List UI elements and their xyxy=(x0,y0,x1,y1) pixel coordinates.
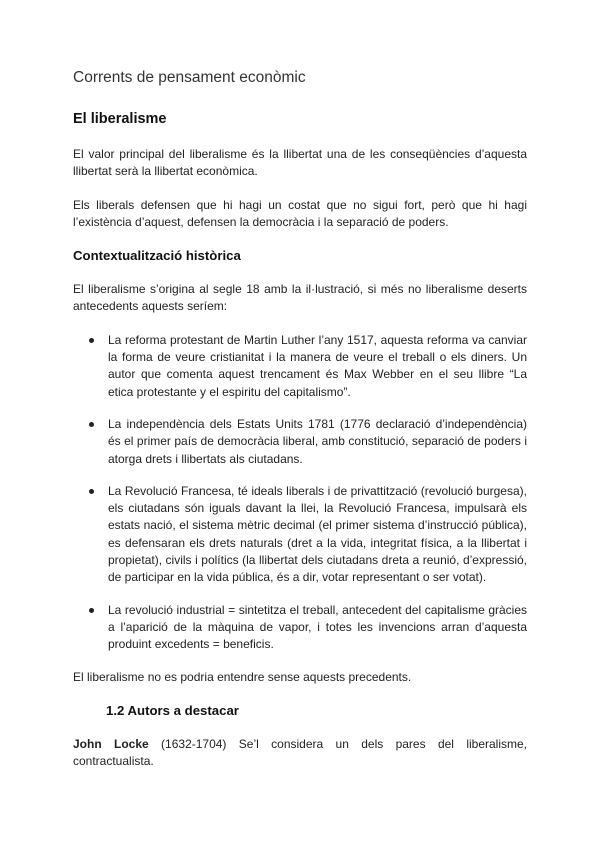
bullet-icon xyxy=(89,602,95,619)
list-item-text: La revolució industrial = sintetitza el treball, antecedent del capitalisme gràcies a l’aparició de la màquina de vapor, i totes les invencions arran d’aquesta produint excedents = beneficis. xyxy=(108,602,527,652)
list-item xyxy=(73,483,527,587)
context-closing-paragraph: El liberalisme no es podria entendre sense aquests precedents. xyxy=(73,669,412,684)
context-intro-paragraph: El liberalisme s’origina al segle 18 amb la il·lustració, si més no liberalisme deserts antecedents aquests seríem: xyxy=(73,282,527,314)
bullet-icon xyxy=(89,332,95,349)
bullet-icon xyxy=(89,483,95,500)
author-name: John Locke xyxy=(73,736,149,751)
list-item-text: La independència dels Estats Units 1781 (1776 declaració d’independència) és el primer país de democràcia liberal, amb constitució, separació de poders i atorga drets i llibertats als ciutadans. xyxy=(108,416,527,466)
list-item xyxy=(73,332,527,401)
antecedents-list xyxy=(73,332,527,654)
intro-paragraph: El valor principal del liberalisme és la llibertat una de les conseqüències d’aquesta llibertat serà la llibertat econòmica. xyxy=(73,147,527,179)
author-paragraph xyxy=(73,736,527,771)
subsection-heading-context: Contextualització històrica xyxy=(73,248,241,264)
document-title: Corrents de pensament econòmic xyxy=(73,69,306,86)
list-item xyxy=(73,416,527,468)
list-item xyxy=(73,602,527,654)
list-item-text: La Revolució Francesa, té ideals liberals i de privattització (revolució burgesa), els ciutadans són iguals davant la llei, la Revolució Francesa, impulsarà els estats nació, el sistema mètric decimal (el primer sistema d’instrucció pública), es defensaran els drets naturals (dret a la vida, integritat física, a la llibertat i propietat), civils i polítics (la llibertat dels ciutadans dreta a reunió, d’expressió, de participar en la vida pública, és a dir, votar representant o ser votat). xyxy=(108,483,527,585)
author-description: (1632-1704) Se’l considera un dels pares del liberalisme, contractualista. xyxy=(73,736,527,769)
section-heading-liberalism: El liberalisme xyxy=(73,111,167,127)
list-item-text: La reforma protestant de Martin Luther l’any 1517, aquesta reforma va canviar la forma de veure cristianitat i la manera de veure el treball o els diners. Un autor que comenta aquest trencament és Max Webber en el seu llibre “La etica protestante y el espiritu del capitalismo”. xyxy=(108,332,527,399)
bullet-icon xyxy=(89,416,95,433)
intro-paragraph: Els liberals defensen que hi hagi un costat que no sigui fort, però que hi hagi l’existència d’aquest, defensen la democràcia i la separació de poders. xyxy=(73,197,527,229)
subsection-heading-authors: 1.2 Autors a destacar xyxy=(106,702,239,718)
